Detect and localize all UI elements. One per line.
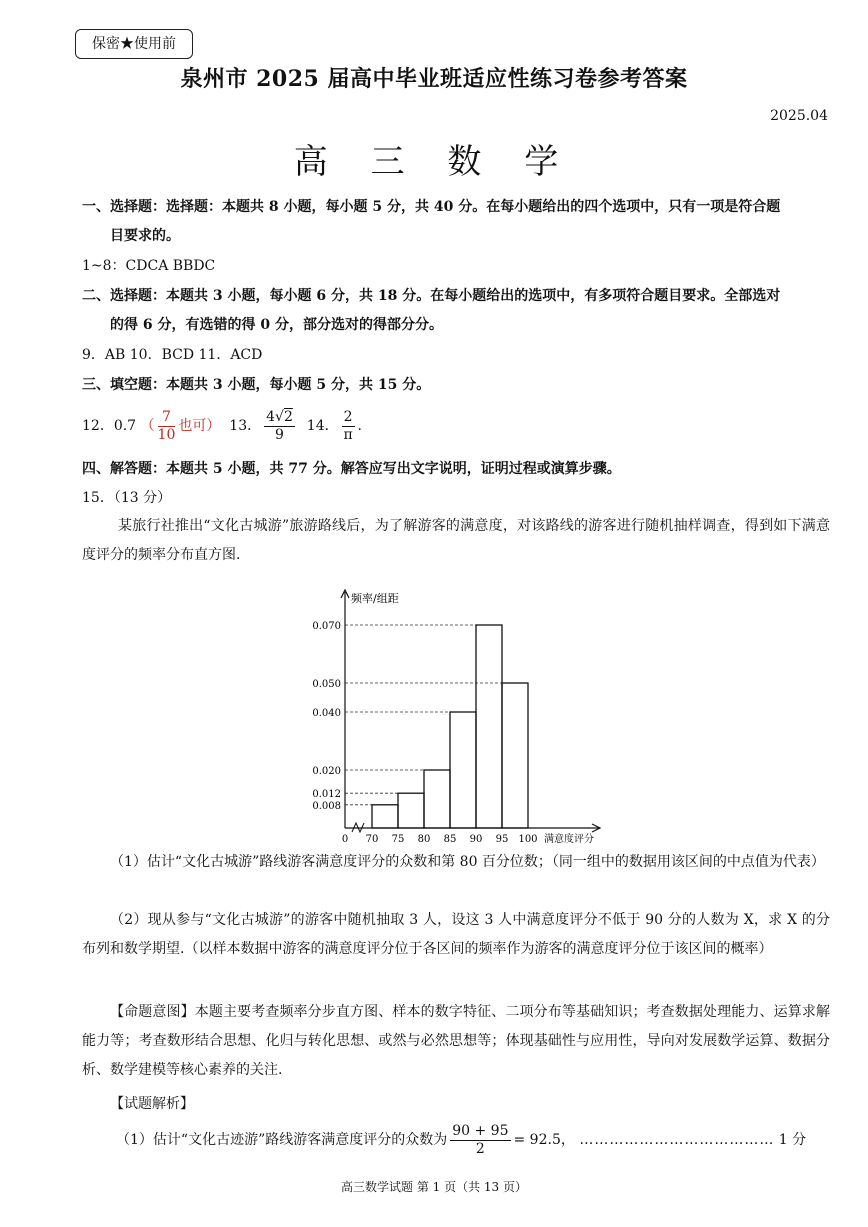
histogram-bar-0 — [372, 805, 398, 828]
y-tick-label: 0.012 — [312, 789, 341, 801]
x-tick-label: 75 — [391, 834, 405, 845]
x-tick-label: 0 — [341, 834, 349, 845]
q15-label: 15．（13 分） — [82, 490, 172, 506]
q12-note-close: 也可） — [178, 418, 221, 434]
section1-heading-cont: 目要求的。 — [110, 228, 180, 244]
q12-frac-den: 10 — [157, 426, 176, 443]
q12-answer: 12．0.7 — [82, 418, 137, 434]
x-tick-label: 90 — [469, 834, 483, 845]
subject-title: 高 三 数 学 — [293, 142, 575, 182]
x-tick-label: 95 — [495, 834, 509, 845]
q13-frac-den: 9 — [275, 426, 284, 443]
page-footer: 高三数学试题 第 1 页（共 13 页） — [341, 1180, 527, 1194]
y-tick-label: 0.008 — [312, 800, 341, 812]
q13-fraction — [264, 409, 295, 444]
solution-prefix: （1）估计“文化古迹游”路线游客满意度评分的众数为 — [116, 1132, 448, 1148]
document-title: 泉州市 2025 届高中毕业班适应性练习卷参考答案 — [180, 66, 688, 92]
x-tick-label: 80 — [417, 834, 431, 845]
section2-answers: 9．AB 10．BCD 11．ACD — [82, 347, 263, 363]
frequency-histogram — [300, 588, 620, 845]
q12-frac-num: 7 — [158, 409, 176, 427]
histogram-bar-4 — [476, 625, 502, 828]
solution-line — [116, 1122, 866, 1158]
y-tick-label: 0.050 — [312, 679, 341, 690]
solution-frac-den: 2 — [475, 1140, 485, 1157]
q13-coef: 4 — [266, 408, 276, 425]
x-tick-label: 100 — [518, 834, 538, 845]
solution-fraction — [450, 1123, 510, 1158]
y-tick-label: 0.040 — [312, 708, 341, 719]
section2-heading-cont: 的得 6 分，有选错的得 0 分，部分选对的得部分分。 — [110, 317, 443, 333]
x-axis-title: 满意度评分 — [544, 834, 594, 845]
q12-note-open: （ — [140, 418, 155, 434]
y-tick-label: 0.020 — [312, 766, 341, 777]
section1-answers: 1~8：CDCA BBDC — [82, 258, 216, 274]
document-date: 2025.04 — [770, 108, 828, 124]
proposition-intent: 【命题意图】本题主要考查频率分步直方图、样本的数字特征、二项分布等基础知识；考查数据处理能力、运算求解能力等；考查数形结合思想、化归与转化思想、或然与必然思想等；体现基础性与应用性，导向对发展数学运算、数据分析、数学建模等核心素养的关注. — [82, 1004, 830, 1078]
analysis-label: 【试题解析】 — [110, 1096, 194, 1112]
q15-stem: 某旅行社推出“文化古城游”旅游路线后，为了解游客的满意度，对该路线的游客进行随机抽样调查，得到如下满意度评分的频率分布直方图. — [82, 518, 830, 563]
x-tick-label: 70 — [365, 834, 379, 845]
x-tick-label: 85 — [443, 834, 457, 845]
histogram-bar-5 — [502, 683, 528, 828]
q12-fraction — [158, 409, 176, 444]
solution-value: = 92.5， — [513, 1132, 575, 1148]
q15-part2: （2）现从参与“文化古城游”的游客中随机抽取 3 人，设这 3 人中满意度评分不低于 90 分的人数为 X，求 X 的分布列和数学期望.（以样本数据中游客的满意度评分位于各区间的频率作为游客的满意度评分位于该区间的概率） — [82, 912, 830, 957]
q13-radicand: 2 — [283, 408, 293, 425]
q14-fraction — [342, 409, 355, 444]
solution-dots: ………………………………… — [579, 1132, 775, 1148]
q15-part1: （1）估计“文化古城游”路线游客满意度评分的众数和第 80 百分位数；（同一组中的数据用该区间的中点值为代表） — [110, 854, 825, 870]
confidential-stamp: 保密★使用前 — [75, 29, 193, 59]
q14-frac-den: π — [343, 426, 353, 443]
histogram-bar-3 — [450, 712, 476, 828]
section3-answers — [82, 406, 832, 446]
solution-frac-num: 90 + 95 — [452, 1122, 509, 1139]
axis-break-mark — [352, 823, 364, 832]
q13-label: 13． — [229, 418, 262, 434]
y-axis-title: 频率/组距 — [351, 592, 399, 605]
section3-heading: 三、填空题：本题共 3 小题，每小题 5 分，共 15 分。 — [82, 377, 431, 393]
histogram-bar-1 — [398, 793, 424, 828]
q14-frac-num: 2 — [343, 408, 353, 425]
q13-frac-num: 4√2 — [266, 408, 293, 425]
histogram-bar-2 — [424, 770, 450, 828]
section2-heading: 二、选择题：本题共 3 小题，每小题 6 分，共 18 分。在每小题给出的选项中，有多项符合题目要求。全部选对 — [82, 288, 781, 304]
section4-heading: 四、解答题：本题共 5 小题，共 77 分。解答应写出文字说明，证明过程或演算步骤。 — [82, 461, 621, 477]
solution-score: 1 分 — [778, 1132, 807, 1148]
section1-heading: 一、选择题：选择题：本题共 8 小题，每小题 5 分，共 40 分。在每小题给出的四个选项中，只有一项是符合题 — [82, 199, 781, 215]
y-tick-label: 0.070 — [312, 621, 341, 632]
q14-period: . — [357, 418, 362, 434]
q14-label: 14． — [306, 418, 339, 434]
